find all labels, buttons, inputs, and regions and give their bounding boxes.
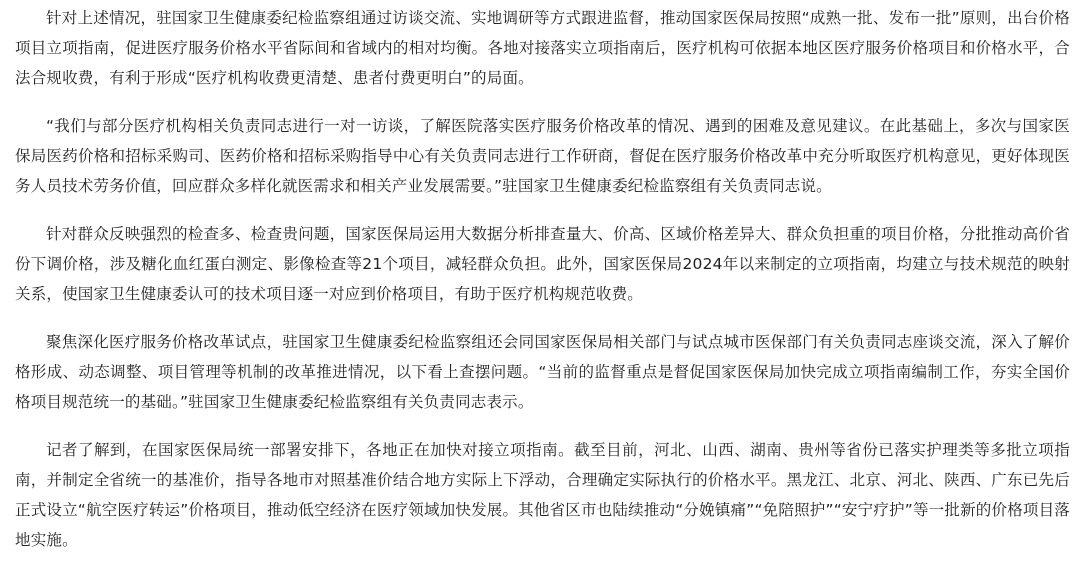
paragraph-5: 记者了解到，在国家医保局统一部署安排下，各地正在加快对接立项指南。截至目前，河北、山西、湖南、贵州等省份已落实护理类等多批立项指南，并制定全省统一的基准价，指导各地市对照基准价结合地方实际上下浮动，合理确定实际执行的价格水平。黑龙江、北京、河北、陕西、广东已先后正式设立“航空医疗转运”价格项目，推动低空经济在医疗领域加快发展。其他省区市也陆续推动“分娩镇痛”“免陪照护”“安宁疗护”等一批新的价格项目落地实施。 bbox=[15, 441, 1070, 549]
paragraph-2: “我们与部分医疗机构相关负责同志进行一对一访谈，了解医院落实医疗服务价格改革的情况、遇到的困难及意见建议。在此基础上，多次与国家医保局医药价格和招标采购司、医药价格和招标采购指导中心有关负责同志进行工作研商，督促在医疗服务价格改革中充分听取医疗机构意见，更好体现医务人员技术劳务价值，回应群众多样化就医需求和相关产业发展需要。”驻国家卫生健康委纪检监察组有关负责同志说。 bbox=[15, 117, 1070, 195]
paragraph-1: 针对上述情况，驻国家卫生健康委纪检监察组通过访谈交流、实地调研等方式跟进监督，推动国家医保局按照“成熟一批、发布一批”原则，出台价格项目立项指南，促进医疗服务价格水平省际间和省域内的相对均衡。各地对接落实立项指南后，医疗机构可依据本地区医疗服务价格项目和价格水平，合法合规收费，有利于形成“医疗机构收费更清楚、患者付费更明白”的局面。 bbox=[15, 9, 1070, 87]
paragraph-3: 针对群众反映强烈的检查多、检查贵问题，国家医保局运用大数据分析排查量大、价高、区域价格差异大、群众负担重的项目价格，分批推动高价省份下调价格，涉及糖化血红蛋白测定、影像检查等21个项目，减轻群众负担。此外，国家医保局2024年以来制定的立项指南，均建立与技术规范的映射关系，使国家卫生健康委认可的技术项目逐一对应到价格项目，有助于医疗机构规范收费。 bbox=[15, 225, 1070, 303]
paragraph-4: 聚焦深化医疗服务价格改革试点，驻国家卫生健康委纪检监察组还会同国家医保局相关部门与试点城市医保部门有关负责同志座谈交流，深入了解价格形成、动态调整、项目管理等机制的改革推进情况，以下看上查摆问题。“当前的监督重点是督促国家医保局加快完成立项指南编制工作，夯实全国价格项目规范统一的基础。”驻国家卫生健康委纪检监察组有关负责同志表示。 bbox=[15, 333, 1070, 411]
